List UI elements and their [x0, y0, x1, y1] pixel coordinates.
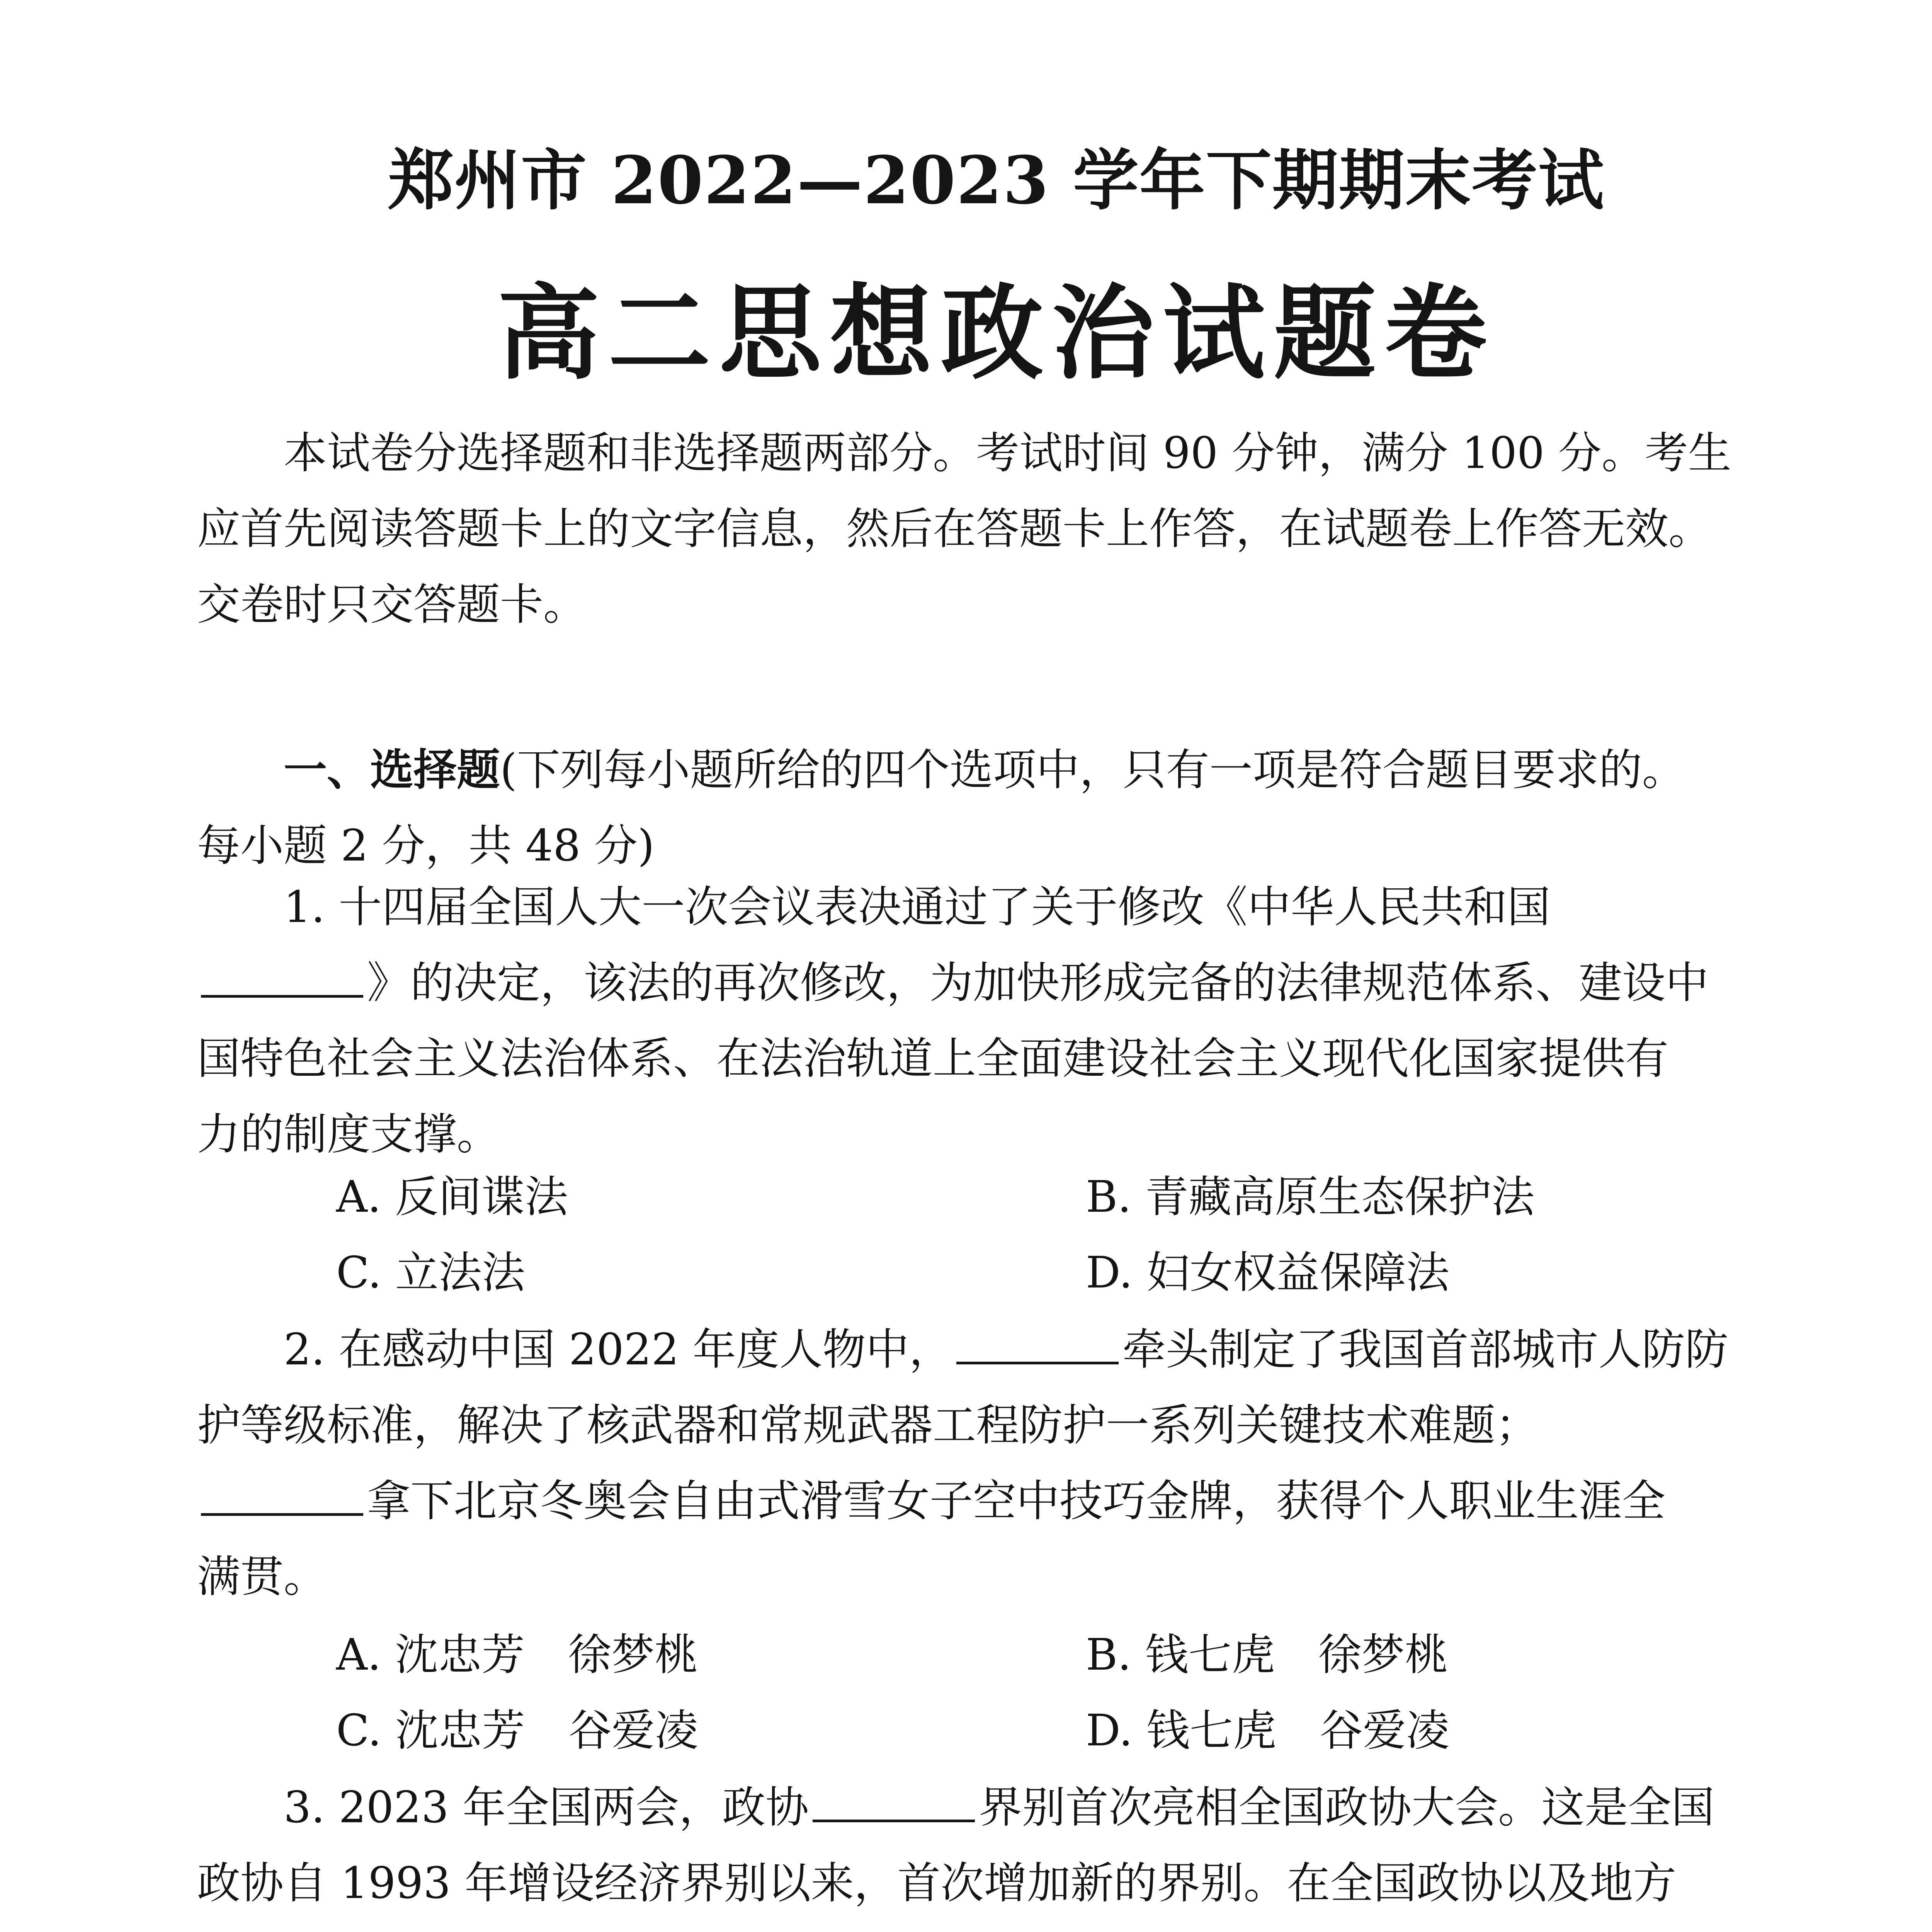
answer-blank	[201, 1478, 363, 1516]
section-title: 一、选择题	[284, 745, 500, 795]
option-c: C. 沈忠芳 谷爱凌	[336, 1706, 698, 1756]
section-description: 每小题 2 分，共 48 分)	[197, 821, 655, 871]
question-stem-line	[197, 1921, 1812, 1932]
question-stem-line: 牵头制定了我国首部城市人防防	[1122, 1325, 1728, 1375]
question-stem-line: 3. 2023 年全国两会，政协	[284, 1782, 809, 1833]
question-3	[197, 1770, 1812, 1932]
answer-blank	[201, 960, 363, 998]
instruction-line: 应首先阅读答题卡上的文字信息，然后在答题卡上作答，在试题卷上作答无效。	[197, 504, 1712, 554]
option-d: D. 妇女权益保障法	[1086, 1248, 1450, 1298]
instruction-line: 本试卷分选择题和非选择题两部分。考试时间 90 分钟，满分 100 分。考生	[284, 428, 1731, 478]
exam-subject-title: 高二思想政治试题卷	[497, 273, 1495, 393]
question-stem-line: 力的制度支撑。	[197, 1109, 500, 1160]
exam-instructions	[197, 415, 1812, 643]
section-description: (下列每小题所给的四个选项中，只有一项是符合题目要求的。	[500, 745, 1685, 795]
answer-blank	[956, 1327, 1119, 1364]
option-d: D. 钱七虎 谷爱凌	[1086, 1706, 1450, 1756]
question-stem-line: 2. 在感动中国 2022 年度人物中，	[284, 1325, 952, 1375]
question-2	[197, 1312, 1812, 1615]
question-1	[197, 869, 1812, 1172]
section-heading	[197, 732, 1812, 884]
option-b: B. 钱七虎 徐梦桃	[1086, 1630, 1448, 1680]
question-stem-line: 护等级标准，解决了核武器和常规武器工程防护一系列关键技术难题；	[197, 1400, 1539, 1451]
question-stem-line: 政协自 1993 年增设经济界别以来，首次增加新的界别。在全国政协以及地方	[197, 1858, 1677, 1908]
option-a: A. 反间谍法	[336, 1172, 568, 1222]
question-stem-line: 国特色社会主义法治体系、在法治轨道上全面建设社会主义现代化国家提供有	[197, 1034, 1668, 1084]
question-stem-line: 满贯。	[197, 1552, 327, 1602]
instruction-line: 交卷时只交答题卡。	[197, 580, 587, 630]
exam-title: 郑州市 2022—2023 学年下期期末考试	[388, 142, 1605, 219]
question-stem-line: 界别首次亮相全国政协大会。这是全国	[979, 1782, 1715, 1833]
question-stem-line: 1. 十四届全国人大一次会议表决通过了关于修改《中华人民共和国	[284, 882, 1551, 932]
answer-blank	[813, 1785, 975, 1822]
option-b: B. 青藏高原生态保护法	[1086, 1172, 1535, 1222]
option-a: A. 沈忠芳 徐梦桃	[336, 1630, 698, 1680]
question-stem-line: 》的决定，该法的再次修改，为加快形成完备的法律规范体系、建设中	[367, 958, 1709, 1008]
option-c: C. 立法法	[336, 1248, 525, 1298]
question-stem-line: 拿下北京冬奥会自由式滑雪女子空中技巧金牌，获得个人职业生涯全	[367, 1476, 1665, 1526]
